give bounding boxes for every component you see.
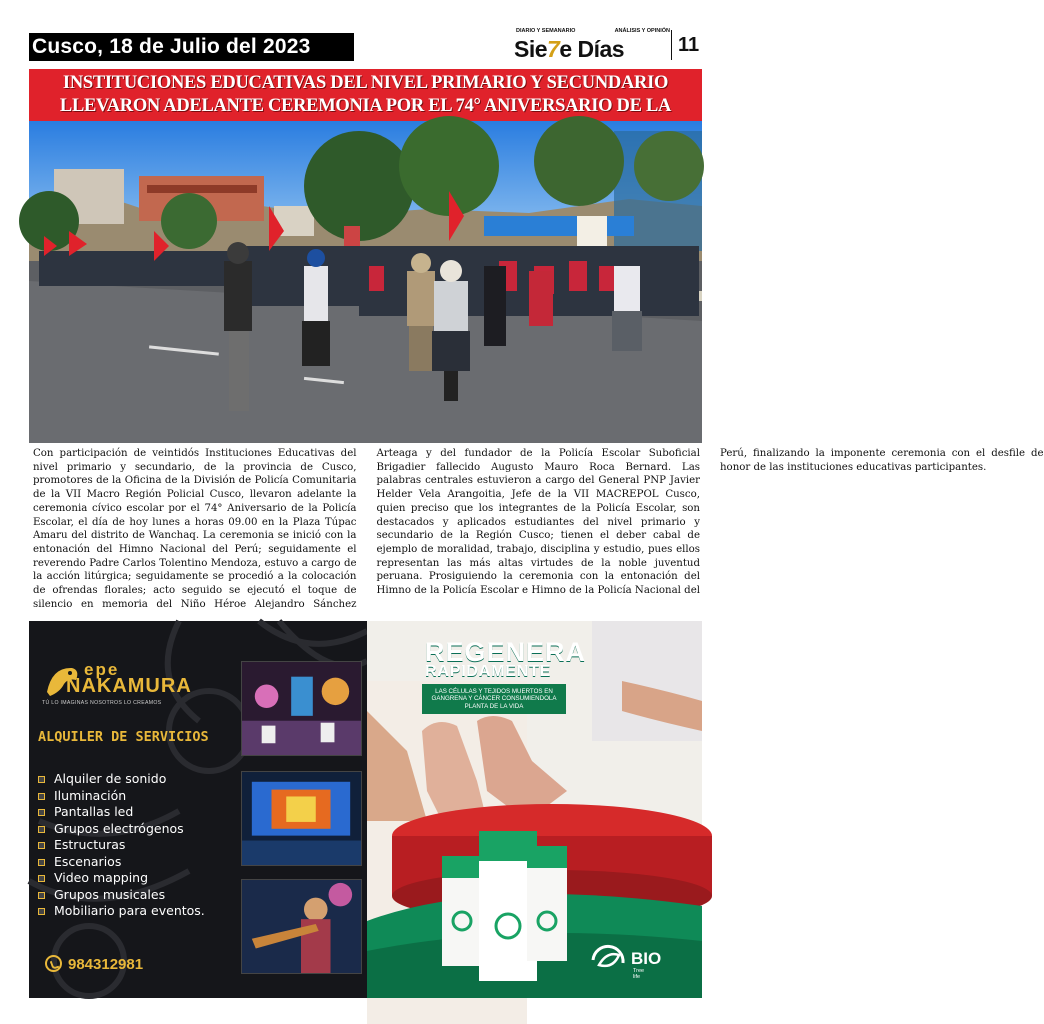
- service-item: Alquiler de sonido: [38, 771, 205, 788]
- whatsapp-icon: [45, 955, 62, 972]
- event-photo-led: [241, 771, 362, 866]
- page-number: 11: [678, 34, 700, 56]
- logo-word-nakamura: NAKAMURA: [66, 675, 192, 697]
- logo-tagline: TÚ LO IMAGINAS NOSOTROS LO CREAMOS: [42, 700, 162, 706]
- masthead-kicker-right: ANÁLISIS Y OPINIÓN: [614, 28, 670, 34]
- bio-tree-life-ad[interactable]: [367, 621, 702, 998]
- masthead-name: Sie7e Días: [514, 36, 625, 62]
- event-photo-stage: [241, 661, 362, 756]
- bio-brand-name: BIO: [631, 949, 662, 968]
- service-item: Video mapping: [38, 870, 205, 887]
- service-item: Iluminación: [38, 788, 205, 805]
- bio-leaf-icon: [589, 943, 629, 977]
- service-item: Grupos musicales: [38, 887, 205, 904]
- service-item: Estructuras: [38, 837, 205, 854]
- article-body: [33, 447, 1044, 617]
- bio-brand-sub: Tree life: [633, 968, 645, 980]
- masthead-logo[interactable]: [514, 26, 674, 64]
- service-item: Mobiliario para eventos.: [38, 903, 205, 920]
- article-headline: INSTITUCIONES EDUCATIVAS DEL NIVEL PRIMARIO Y SECUNDARIO LLEVARON ADELANTE CEREMONIA POR EL 74° ANIVERSARIO DE LA: [29, 69, 702, 121]
- services-title: ALQUILER DE SERVICIOS: [38, 729, 209, 745]
- pepe-nakamura-logo: [42, 658, 202, 708]
- service-item: Escenarios: [38, 854, 205, 871]
- service-item: Grupos electrógenos: [38, 821, 205, 838]
- ad-headline-regenera: REGENERA: [425, 637, 587, 667]
- ad-headline-rapidamente: RAPIDAMENTE: [425, 663, 552, 680]
- masthead-kicker-left: DIARIO Y SEMANARIO: [516, 28, 576, 34]
- services-list: [38, 771, 205, 920]
- event-photo-musician: [241, 879, 362, 974]
- issue-date: Cusco, 18 de Julio del 2023: [29, 33, 354, 61]
- ceremony-photo: [29, 121, 702, 443]
- masthead-divider: [671, 30, 672, 60]
- logo-word-pepe: epe: [84, 660, 120, 679]
- whatsapp-phone[interactable]: 984312981: [45, 955, 143, 973]
- ad-subtext: LAS CÉLULAS Y TEJIDOS MUERTOS EN GANGRENA Y CÁNCER CONSUMIENDOLA PLANTA DE LA VIDA: [422, 684, 566, 714]
- service-item: Pantallas led: [38, 804, 205, 821]
- article-paragraph: Con participación de veintidós Instituciones Educativas del nivel primario y secundario, de la provincia de Cusco, promotores de la Oficina de la División de Policía Comunitaria de la VII Macro Región Policial Cusco, llevaron adelante la ceremonia cívico escolar por el 74° Aniversario de la Policía Escolar, el día de hoy lunes a horas 09.00 en la Plaza Túpac Amaru del distrito de Wanchaq. La ceremonia se inició con la entonación del Himno Nacional del Perú; seguidamente el reverendo Padre Carlos Tolentino Mendoza, estuvo a cargo de la acción litúrgica; seguidamente se procedió a la colocación de ofrendas florales; acto seguido se ejecutó el toque de silencio en memoria del Niño Héroe Alejandro Sánchez Arteaga y del fundador de la Policía Escolar Suboficial Brigadier fallecido Augusto Mauro Roca Bernard. Las palabras centrales estuvieron a cargo del General PNP Javier Helder Vela Arangoitia, Jefe de la VII MACREPOL Cusco, quien preciso que los integrantes de la Policía Escolar, son destacados y aplicados estudiantes del nivel primario y secundario de la Región Cusco; tienen el deber cabal de ejemplo de moralidad, trabajo, disciplina y estudio, pues ellos representan las más altas virtudes de la noble juventud peruana. Prosiguiendo la ceremonia con la entonación del Himno de la Policía Escolar e Himno de la Policía Nacional del Perú, finalizando la imponente ceremonia con el desfile de honor de las instituciones educativas participantes.: [33, 448, 1044, 610]
- pepe-nakamura-ad[interactable]: [29, 621, 367, 998]
